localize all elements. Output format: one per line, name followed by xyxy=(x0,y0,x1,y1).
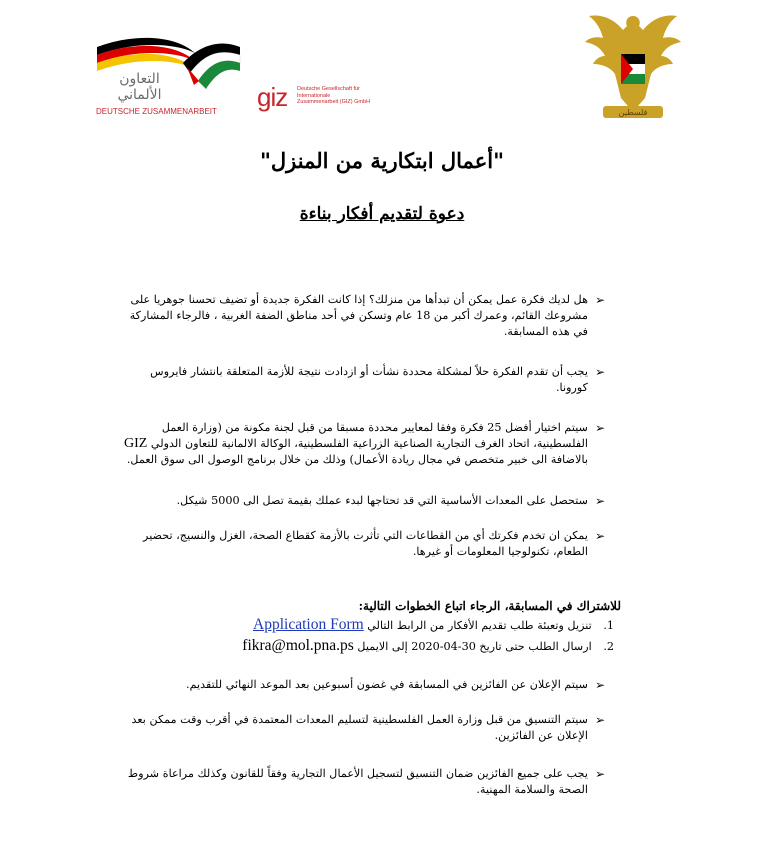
email-address: fikra@mol.pna.ps xyxy=(242,637,354,654)
step-2-number: 2. xyxy=(603,640,614,653)
step-1 xyxy=(253,617,614,634)
page-subtitle: دعوة لتقديم أفكار بناءة xyxy=(299,204,465,224)
step-2-text: ارسال الطلب حتى تاريخ 30-04-2020 إلى الايميل xyxy=(357,640,592,653)
page-title: "أعمال ابتكارية من المنزل" xyxy=(259,148,505,173)
bullet-covid-solution: يجب أن تقدم الفكرة حلاً لمشكلة محددة نشأت أو ازدادت نتيجة للأزمة المتعلقة بانتشار فايروس كورونا. xyxy=(150,365,588,394)
bullet-sectors: يمكن ان تخدم فكرتك أي من القطاعات التي تأثرت بالأزمة كقطاع الصحة، الغزل والنسيج، تحضير الطعام، تكنولوجيا المعلومات أو غيرها. xyxy=(143,529,588,558)
bullet-equipment: ستحصل على المعدات الأساسية التي قد تحتاجها لبدء عملك بقيمة تصل الى 5000 شيكل. xyxy=(176,494,588,507)
step-1-number: 1. xyxy=(603,619,614,632)
application-form-link[interactable]: Application Form xyxy=(253,616,364,633)
arrow-bullet-icon: ➢ xyxy=(595,767,606,781)
german-logo-text: التعاون الألماني xyxy=(117,71,162,103)
arrow-bullet-icon: ➢ xyxy=(595,365,606,379)
bullet-selection-text: سيتم اختيار أفضل 25 فكرة وفقا لمعايير محددة مسبقا من قبل لجنة مكونة من (وزارة العمل الفلسطينية، اتحاد الغرف التجارية الصناعية الزراعية الفلسطينية، الوكالة الالمانية للتعاون الدولي xyxy=(150,421,588,450)
step-2 xyxy=(242,638,614,655)
bullet-eligibility: هل لديك فكرة عمل يمكن أن تبدأها من منزلك؟ إذا كانت الفكرة جديدة أو تضيف تحسنا جوهريا على مشروعك القائم، وعمرك أكبر من 18 عام وتسكن في أحد مناطق الضفة الغربية ، فالرجاء المشاركة في هذه المسابقة. xyxy=(129,293,588,338)
bullet-coordination: سيتم التنسيق من قبل وزارة العمل الفلسطينية لتسليم المعدات المعتمدة في أقرب وقت ممكن بعد الإعلان عن الفائزين. xyxy=(131,713,588,742)
steps-heading: للاشتراك في المسابقة، الرجاء اتباع الخطوات التالية: xyxy=(358,599,621,613)
arrow-bullet-icon: ➢ xyxy=(595,421,606,435)
bullet-announcement: سيتم الإعلان عن الفائزين في المسابقة في غضون أسبوعين بعد الموعد النهائي للتقديم. xyxy=(186,678,588,691)
giz-inline-text: GIZ xyxy=(124,436,148,451)
giz-logo: giz xyxy=(257,82,288,112)
giz-logo-subtitle: Deutsche Gesellschaft für Internationale Zusammenarbeit (GIZ) GmbH xyxy=(297,86,371,105)
arrow-bullet-icon: ➢ xyxy=(595,293,606,307)
bullet-registration: يجب على جميع الفائزين ضمان التنسيق لتسجيل الأعمال التجارية وفقاً للقانون وكذلك مراعاة شروط الصحة والسلامة المهنية. xyxy=(127,767,588,796)
step-1-text: تنزيل وتعبئة طلب تقديم الأفكار من الرابط التالي xyxy=(367,619,592,632)
german-logo-subtitle: DEUTSCHE ZUSAMMENARBEIT xyxy=(96,107,217,116)
arrow-bullet-icon: ➢ xyxy=(595,678,606,692)
arrow-bullet-icon: ➢ xyxy=(595,713,606,727)
bullet-selection-text-rest: بالاضافة الى خبير متخصص في مجال ريادة الأعمال) وذلك من خلال برنامج الوصول الى سوق العمل. xyxy=(126,453,588,466)
palestine-eagle-emblem xyxy=(583,8,683,123)
bullet-selection xyxy=(112,420,588,468)
arrow-bullet-icon: ➢ xyxy=(595,494,606,508)
emblem-text: فلسطين xyxy=(618,108,648,117)
arrow-bullet-icon: ➢ xyxy=(595,529,606,543)
